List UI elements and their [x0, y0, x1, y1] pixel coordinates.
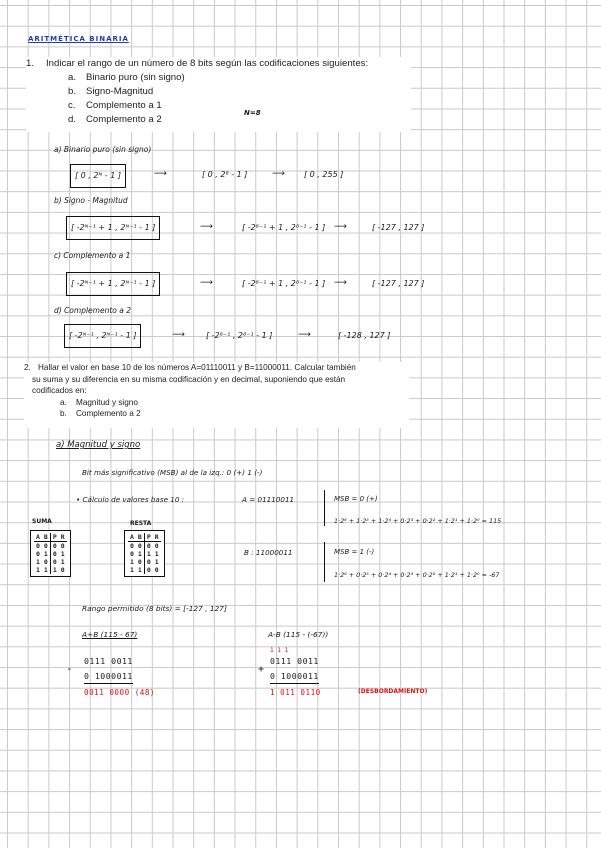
b-value: B : 11000011 — [244, 548, 293, 557]
range-line: Rango permitido (8 bits) = [-127 , 127] — [82, 604, 227, 613]
list-marker: c. — [68, 100, 76, 111]
suma-table — [30, 530, 71, 577]
table-cell: 1 — [36, 566, 40, 574]
diff-carries: 1 1 1 — [270, 647, 289, 654]
answer-d-step: [ -2⁸⁻¹ , 2⁸⁻¹ - 1 ] — [206, 331, 273, 340]
answer-b-label: b) Signo - Magnitud — [54, 196, 128, 205]
diff-result: 1 011 0110 — [270, 688, 321, 697]
answer-d-formula: [ -2ᴺ⁻¹ , 2ᴺ⁻¹ - 1 ] — [64, 324, 141, 348]
table-cell: 0 — [43, 542, 48, 550]
question-1 — [26, 57, 411, 132]
table-cell: 0 — [60, 566, 65, 574]
table-cell: 0 — [137, 558, 142, 566]
a-expansion: 1·2⁶ + 1·2⁵ + 1·2⁴ + 0·2³ + 0·2² + 1·2¹ + 1·2⁰ = 115 — [334, 517, 502, 525]
overflow-note: (DESBORDAMIENTO) — [358, 688, 428, 695]
table-cell: 1 — [144, 550, 152, 558]
table-cell: 0 — [50, 558, 58, 566]
table-header: A — [130, 533, 134, 541]
arrow-icon: ⟶ — [334, 222, 347, 232]
table-cell: 0 — [36, 550, 40, 558]
suma-label: SUMA — [32, 518, 52, 525]
table-cell: 0 — [144, 558, 152, 566]
answer-a-formula: [ 0 , 2ᴺ - 1 ] — [70, 164, 126, 188]
table-cell: 1 — [154, 558, 159, 566]
question-2-line: codificados en: — [32, 386, 87, 395]
answer-b-result: [ -127 , 127 ] — [372, 223, 425, 232]
answer-d-result: [ -128 , 127 ] — [338, 331, 391, 340]
table-header: A — [36, 533, 40, 541]
list-item: Binario puro (sin signo) — [86, 72, 185, 83]
list-marker: d. — [68, 114, 77, 125]
table-row — [34, 558, 67, 566]
table-cell: 0 — [36, 542, 40, 550]
question-2-line: su suma y su diferencia en su misma codificación y en decimal, suponiendo que están — [32, 374, 346, 384]
arrow-icon: ⟶ — [172, 330, 185, 340]
table-cell: 1 — [43, 566, 48, 574]
calc-label: • Cálculo de valores base 10 : — [76, 495, 185, 504]
answer-c-label: c) Complemento a 1 — [54, 251, 131, 260]
list-marker: a. — [60, 397, 67, 407]
arrow-icon: ⟶ — [200, 222, 213, 232]
answer-d-label: d) Complemento a 2 — [54, 306, 131, 315]
table-row — [128, 542, 161, 551]
table-cell: 0 — [43, 558, 48, 566]
answer-c-result: [ -127 , 127 ] — [372, 279, 425, 288]
table-cell: 0 — [60, 542, 65, 550]
brace — [324, 490, 326, 526]
sum-b: 0 1000011 — [84, 671, 133, 684]
diff-title: A-B (115 - (-67)) — [268, 630, 329, 639]
diff-operator: + — [258, 664, 265, 675]
answer-a-label: a) Binario puro (sin signo) — [54, 145, 152, 154]
a-msb: MSB = 0 (+) — [334, 495, 378, 503]
table-row — [34, 566, 67, 574]
table-row — [128, 550, 161, 558]
table-cell: 1 — [36, 558, 40, 566]
b-msb: MSB = 1 (-) — [334, 548, 375, 556]
table-header: P — [50, 533, 58, 542]
list-marker: a. — [68, 72, 77, 83]
msb-line: Bit más significativo (MSB) al de la izq.: 0 (+) 1 (-) — [82, 468, 263, 477]
table-cell: 1 — [154, 550, 159, 558]
table-row — [128, 558, 161, 566]
table-header: B — [42, 533, 50, 542]
resta-table — [124, 530, 165, 577]
arrow-icon: ⟶ — [298, 330, 311, 340]
list-marker: b. — [60, 409, 67, 418]
table-cell: 0 — [130, 550, 134, 558]
question-2 — [24, 362, 409, 428]
answer-c-step: [ -2⁸⁻¹ + 1 , 2⁸⁻¹ - 1 ] — [242, 279, 326, 288]
arrow-icon: ⟶ — [154, 169, 167, 179]
table-cell: 0 — [130, 542, 134, 550]
arrow-icon: ⟶ — [272, 169, 285, 179]
question-2-number: 2. — [24, 363, 31, 372]
sum-title-text: A+B (115 - 67) — [82, 630, 138, 639]
table-cell: 0 — [144, 542, 152, 551]
table-header: R — [154, 533, 159, 541]
table-cell: 0 — [50, 542, 58, 551]
table-header: P — [144, 533, 152, 542]
table-row — [34, 542, 67, 551]
list-item: Complemento a 2 — [76, 409, 141, 418]
list-item: Complemento a 2 — [86, 114, 162, 125]
list-item: Signo-Magnitud — [86, 86, 154, 97]
sum-title — [82, 630, 137, 639]
diff-b: 0 1000011 — [270, 671, 319, 684]
table-cell: 0 — [154, 566, 159, 574]
table-cell: 1 — [43, 550, 48, 558]
table-cell: 1 — [137, 566, 142, 574]
list-item: Magnitud y signo — [76, 397, 138, 407]
resta-label: RESTA — [130, 520, 152, 527]
table-cell: 0 — [137, 542, 142, 550]
table-header: B — [136, 533, 144, 542]
table-cell: 0 — [144, 566, 152, 574]
table-cell: 1 — [130, 566, 134, 574]
brace — [324, 542, 326, 582]
answer-c-formula: [ -2ᴺ⁻¹ + 1 , 2ᴺ⁻¹ - 1 ] — [66, 272, 160, 296]
diff-a: 0111 0011 — [270, 656, 319, 666]
answer-a-result: [ 0 , 255 ] — [304, 170, 344, 179]
answer-b-formula: [ -2ᴺ⁻¹ + 1 , 2ᴺ⁻¹ - 1 ] — [66, 216, 160, 240]
table-header: R — [60, 533, 65, 541]
sum-result: 0011 0000 (48) — [84, 688, 156, 697]
list-item: Complemento a 1 — [86, 100, 162, 111]
page-title: ARITMÉTICA BINARIA — [28, 35, 129, 43]
table-row — [34, 550, 67, 558]
table-cell: 1 — [60, 558, 65, 566]
table-cell: 1 — [60, 550, 65, 558]
arrow-icon: ⟶ — [200, 278, 213, 288]
table-cell: 0 — [50, 550, 58, 558]
sum-operator: - — [66, 662, 73, 675]
question-1-text: Indicar el rango de un número de 8 bits según las codificaciones siguientes: — [46, 58, 369, 69]
solution-heading: a) Magnitud y signo — [56, 440, 141, 450]
b-expansion: 1·2⁶ + 0·2⁵ + 0·2⁴ + 0·2³ + 0·2² + 1·2¹ + 1·2⁰ = -67 — [334, 571, 500, 579]
table-cell: 0 — [154, 542, 159, 550]
question-1-number: 1. — [26, 58, 35, 69]
answer-a-step: [ 0 , 2⁸ - 1 ] — [202, 170, 248, 179]
answer-b-step: [ -2⁸⁻¹ + 1 , 2⁸⁻¹ - 1 ] — [242, 223, 326, 232]
table-cell: 1 — [130, 558, 134, 566]
list-marker: b. — [68, 86, 77, 97]
table-row — [128, 566, 161, 574]
question-2-line: Hallar el valor en base 10 de los números A=01110011 y B=11000011. Calcular también — [38, 363, 356, 372]
note-n8: N=8 — [244, 109, 261, 117]
table-cell: 1 — [50, 566, 58, 574]
arrow-icon: ⟶ — [334, 278, 347, 288]
a-value: A = 01110011 — [242, 495, 295, 504]
sum-a: 0111 0011 — [84, 656, 133, 666]
table-cell: 1 — [137, 550, 142, 558]
